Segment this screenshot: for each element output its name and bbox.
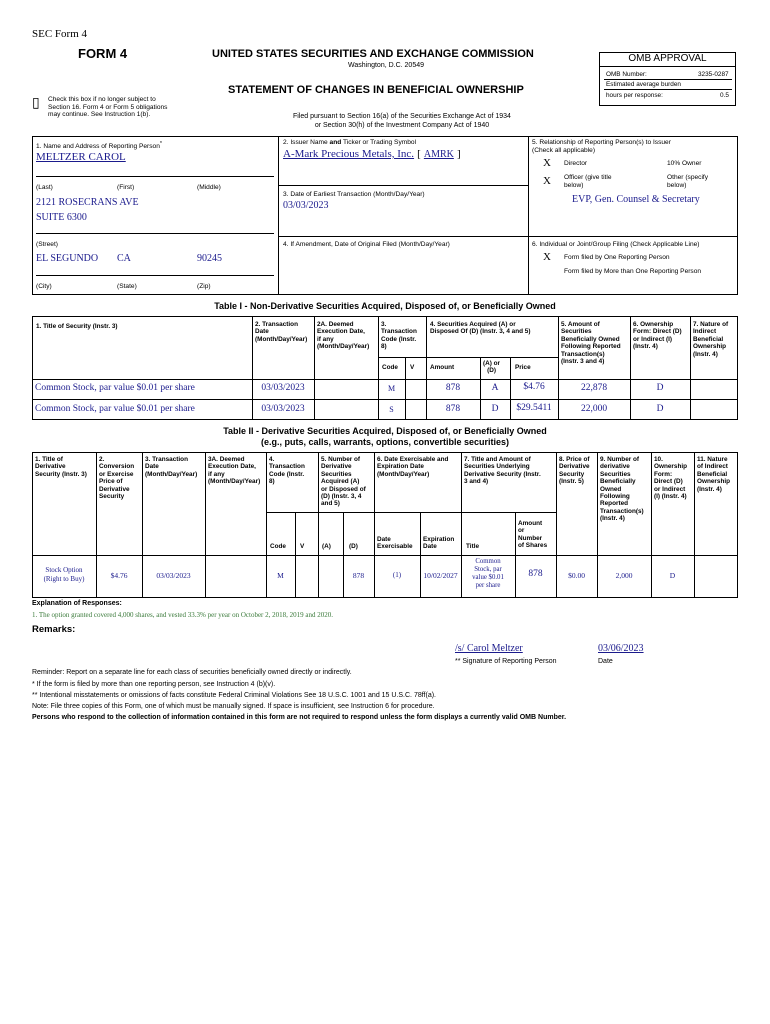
table2-header-price: 8. Price of Derivative Security (Instr. 5)	[559, 456, 590, 486]
table2-row-form: D	[669, 571, 676, 580]
table1-row2-price: $29.5411	[516, 403, 552, 413]
table2-subheader-code: Code	[270, 543, 286, 550]
table2-header-owned: 9. Number of derivative Securities Beneficially Owned Following Reported Transaction(s) (Instr. 4)	[600, 456, 644, 523]
table2-row-owned: 2,000	[615, 571, 633, 580]
issuer-name: A-Mark Precious Metals, Inc.	[283, 148, 415, 160]
table1-subheader-v: V	[410, 364, 415, 371]
table1-header-deemed: 2A. Deemed Execution Date, if any (Month/Day/Year)	[317, 321, 370, 351]
table1-header-nature: 7. Nature of Indirect Beneficial Ownership (Instr. 4)	[693, 321, 729, 358]
street-line-1: 2121 ROSECRANS AVE	[36, 197, 139, 208]
table1-row1-form: D	[656, 383, 664, 393]
street-line-2: SUITE 6300	[36, 212, 87, 223]
table1-row2-ad: D	[491, 404, 499, 414]
table2-header-deemed: 3A. Deemed Execution Date, if any (Month/Day/Year)	[208, 456, 261, 486]
table2-subheader-title: Title	[466, 543, 480, 550]
state-value: CA	[117, 253, 131, 264]
table2-header-number: 5. Number of Derivative Securities Acquired (A) or Disposed of (D) (Instr. 3, 4 and 5)	[321, 456, 366, 508]
note-multiple-persons: * If the form is filed by more than one reporting person, see Instruction 4 (b)(v).	[32, 681, 276, 688]
table1-row2-date: 03/03/2023	[261, 404, 305, 414]
one-person-label: Form filed by One Reporting Person	[564, 254, 670, 261]
table2-subheader-a: (A)	[322, 543, 331, 550]
table2-header-conversion: 2. Conversion or Exercise Price of Derivative Security	[99, 456, 135, 501]
middle-name-label: (Middle)	[197, 184, 221, 191]
table1-row2-owned: 22,000	[580, 404, 608, 414]
table2-title: Table II - Derivative Securities Acquired, Disposed of, or Beneficially Owned (e.g., puts, calls, warrants, options, convertible securities)	[223, 426, 547, 447]
officer-checkmark: X	[543, 175, 551, 187]
table-row: Common Stock, par value $0.01 per share	[35, 383, 195, 393]
table1-subheader-aord: (A) or (D)	[483, 360, 501, 375]
other-label: Other (specify below)	[667, 174, 709, 189]
table2-header-underlying: 7. Title and Amount of Securities Underlying Derivative Security (Instr. 3 and 4)	[464, 456, 541, 486]
table1-subheader-code: Code	[382, 364, 398, 371]
remarks-label: Remarks:	[32, 624, 76, 635]
table2-header-exercisable: 6. Date Exercisable and Expiration Date (Month/Day/Year)	[377, 456, 449, 478]
signature-date: 03/06/2023	[598, 643, 644, 654]
table1-row2-code: S	[389, 405, 394, 414]
issuer-name-line: A-Mark Precious Metals, Inc. [ AMRK ]	[283, 148, 461, 160]
table1-row1-code: M	[387, 384, 396, 393]
omb-title: OMB APPROVAL	[628, 53, 707, 64]
table2-row-disposed: 878	[352, 571, 365, 580]
table2-header-code: 4. Transaction Code (Instr. 8)	[269, 456, 305, 486]
form-title: FORM 4	[78, 46, 128, 61]
table1-header-ownership-form: 6. Ownership Form: Direct (D) or Indirect (I) (Instr. 4)	[633, 321, 682, 351]
table1-header-code: 3. Transaction Code (Instr. 8)	[381, 321, 417, 351]
table1-row1-owned: 22,878	[580, 383, 608, 393]
first-name-label: (First)	[117, 184, 135, 191]
last-name-label: (Last)	[36, 184, 53, 191]
table2-subheader-date-exercisable: Date Exercisable	[377, 536, 413, 551]
table1-row1-amount: 878	[445, 383, 461, 393]
table1-row1-ad: A	[491, 383, 499, 393]
omb-hours-label: hours per response:	[606, 92, 663, 99]
reporting-person-name: MELTZER CAROL	[36, 151, 126, 163]
explanation-text: 1. The option granted covered 4,000 shares, and vested 33.3% per year on October 2, 2018, 2019 and 2020.	[32, 611, 333, 619]
checkbox-instruction-text: Check this box if no longer subject to Section 16. Form 4 or Form 5 obligations may continue. See Instruction 1(b).	[48, 96, 168, 119]
table1-header-acquired: 4. Securities Acquired (A) or Disposed Of (D) (Instr. 3, 4 and 5)	[430, 321, 531, 336]
table2-row-underlying-amount: 878	[528, 569, 543, 579]
reporting-person-label: 1. Name and Address of Reporting Person*	[36, 141, 163, 151]
officer-label: Officer (give title below)	[564, 174, 612, 189]
note-copies: Note: File three copies of this Form, one of which must be manually signed. If space is insufficient, see Instruction 6 for procedure.	[32, 703, 435, 710]
city-label: (City)	[36, 283, 52, 290]
table2-row-code: M	[277, 571, 284, 580]
filing-label: 6. Individual or Joint/Group Filing (Check Applicable Line)	[532, 241, 700, 248]
date-label: Date	[598, 658, 613, 665]
table1-row1-date: 03/03/2023	[261, 383, 305, 393]
relationship-label: 5. Relationship of Reporting Person(s) to Issuer (Check all applicable)	[532, 139, 671, 154]
table1-subheader-amount: Amount	[430, 364, 455, 371]
signature: /s/ Carol Meltzer	[455, 643, 523, 654]
director-label: Director	[564, 160, 588, 167]
table2-header-ownership-form: 10. Ownership Form: Direct (D) or Indirect (I) (Instr. 4)	[654, 456, 688, 501]
zip-label: (Zip)	[197, 283, 211, 290]
table1-title: Table I - Non-Derivative Securities Acquired, Disposed of, or Beneficially Owned	[214, 301, 556, 311]
city-value: EL SEGUNDO	[36, 253, 99, 264]
table1-row2-amount: 878	[445, 404, 461, 414]
one-person-checkmark: X	[543, 251, 551, 263]
table2-header-date: 3. Transaction Date (Month/Day/Year)	[145, 456, 198, 478]
table-row: Common Stock, par value $0.01 per share	[35, 404, 195, 414]
table1-header-date: 2. Transaction Date (Month/Day/Year)	[255, 321, 308, 343]
director-checkmark: X	[543, 157, 551, 169]
table1-header-owned: 5. Amount of Securities Beneficially Owned Following Reported Transaction(s) (Instr. 3 and 4)	[561, 321, 621, 366]
commission-location: Washington, D.C. 20549	[348, 62, 425, 69]
street-label: (Street)	[36, 241, 58, 248]
table2-subheader-expiration: Expiration Date	[423, 536, 455, 551]
omb-hours-value: 0.5	[720, 92, 729, 99]
more-person-label: Form filed by More than One Reporting Person	[564, 268, 702, 275]
issuer-ticker: AMRK	[423, 149, 454, 160]
table1-header-title: 1. Title of Security (Instr. 3)	[36, 323, 118, 330]
filed-pursuant-text: Filed pursuant to Section 16(a) of the Securities Exchange Act of 1934 or Section 30(h) of the Investment Company Act of 1940	[293, 113, 511, 129]
table1-row1-price: $4.76	[523, 382, 545, 392]
table2-subheader-v: V	[300, 543, 305, 550]
explanation-label: Explanation of Responses:	[32, 600, 122, 607]
table1-row2-form: D	[656, 404, 664, 414]
commission-title: UNITED STATES SECURITIES AND EXCHANGE COMMISSION	[212, 48, 534, 60]
table2-row-exercisable: (1)	[392, 571, 402, 579]
issuer-label: 2. Issuer Name and Ticker or Trading Symbol	[283, 139, 417, 146]
signature-label: ** Signature of Reporting Person	[455, 658, 557, 665]
omb-burden-label: Estimated average burden	[606, 81, 681, 88]
table2-header-title: 1. Title of Derivative Security (Instr. 3)	[35, 456, 87, 478]
zip-value: 90245	[197, 253, 222, 264]
ten-percent-owner-label: 10% Owner	[667, 160, 702, 167]
earliest-transaction-date: 03/03/2023	[283, 200, 329, 211]
table2-row-title: Stock Option (Right to Buy)	[43, 566, 85, 583]
note-misstatements: ** Intentional misstatements or omissions of facts constitute Federal Criminal Violations See 18 U.S.C. 1001 and 15 U.S.C. 78ff(a).	[32, 692, 436, 699]
table2-row-conversion-price: $4.76	[110, 571, 128, 580]
no-longer-subject-checkbox[interactable]: ▯	[32, 94, 40, 110]
officer-title: EVP, Gen. Counsel & Secretary	[572, 194, 700, 205]
table2-subheader-amount: Amount or Number of Shares	[518, 520, 548, 550]
omb-number-value: 3235-0287	[698, 71, 729, 78]
earliest-transaction-label: 3. Date of Earliest Transaction (Month/Day/Year)	[283, 191, 425, 198]
omb-number-label: OMB Number:	[606, 71, 647, 78]
table2-subheader-d: (D)	[349, 543, 358, 550]
table2-row-underlying-title: Common Stock, par value $0.01 per share	[472, 558, 504, 589]
statement-title: STATEMENT OF CHANGES IN BENEFICIAL OWNERSHIP	[228, 84, 524, 96]
reminder-text: Reminder: Report on a separate line for each class of securities beneficially owned directly or indirectly.	[32, 669, 352, 676]
persons-respond-text: Persons who respond to the collection of information contained in this form are not required to respond unless the form displays a currently valid OMB Number.	[32, 714, 567, 721]
table2-row-expiration: 10/02/2027	[423, 571, 458, 580]
sec-form-label: SEC Form 4	[32, 28, 88, 40]
state-label: (State)	[117, 283, 137, 290]
table2-row-deriv-price: $0.00	[568, 571, 585, 580]
table2-header-nature: 11. Nature of Indirect Beneficial Ownership (Instr. 4)	[697, 456, 731, 493]
table1-subheader-price: Price	[515, 364, 531, 371]
amendment-label: 4. If Amendment, Date of Original Filed (Month/Day/Year)	[283, 241, 450, 248]
table2-row-date: 03/03/2023	[156, 571, 191, 580]
